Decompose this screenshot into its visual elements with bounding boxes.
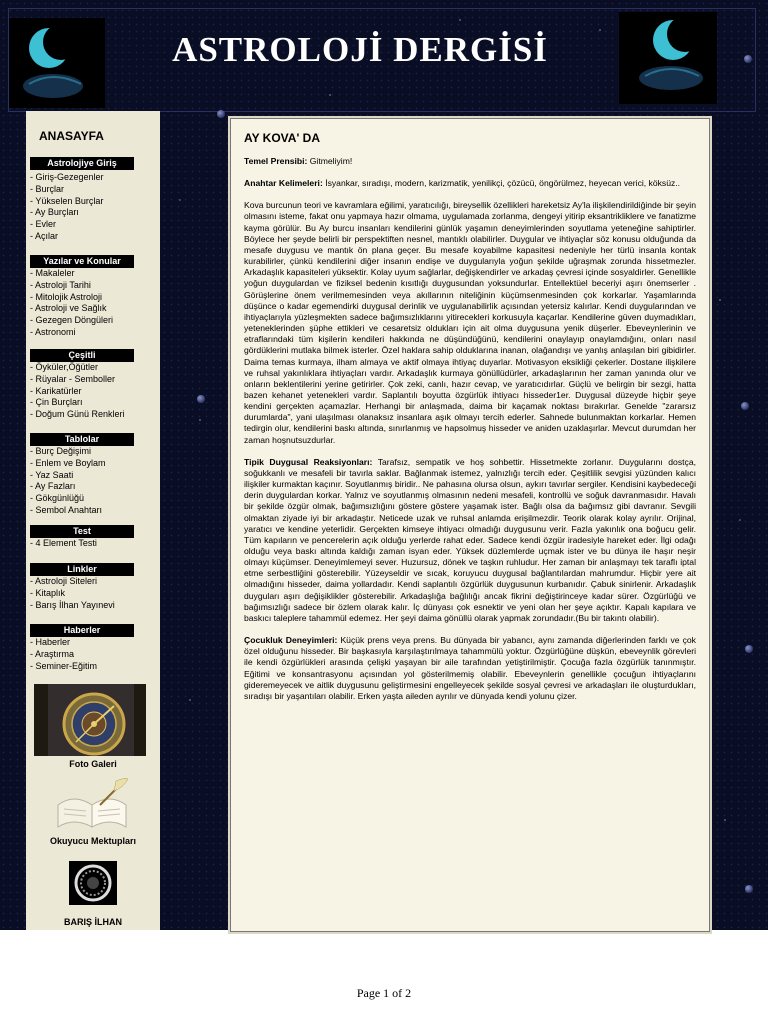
keywords-label: Anahtar Kelimeleri:: [244, 178, 323, 189]
author-caption[interactable]: BARIŞ İLHAN: [64, 917, 122, 927]
childhood-paragraph: [244, 635, 696, 702]
nav-list-misc: [30, 362, 125, 421]
article-title: AY KOVA' DA: [244, 131, 320, 145]
nav-link[interactable]: - Yükselen Burçlar: [30, 195, 104, 206]
nav-link[interactable]: - Doğum Günü Renkleri: [30, 409, 125, 420]
nav-link[interactable]: - Astroloji ve Sağlık: [30, 303, 107, 314]
nav-link[interactable]: - Enlem ve Boylam: [30, 457, 106, 468]
article-panel: [230, 118, 710, 932]
keywords-text: İsyankar, sıradışı, modern, karizmatik, yenilikçi, çözücü, öngörülmez, heyecan verici, köksüz..: [322, 178, 681, 189]
section-heading-news: Haberler: [30, 624, 134, 637]
nav-link[interactable]: - 4 Element Testi: [30, 538, 97, 548]
nav-link[interactable]: - Ay Fazları: [30, 481, 76, 492]
article-body: [244, 156, 696, 713]
photo-gallery-image[interactable]: [34, 684, 146, 756]
nav-link[interactable]: - Çin Burçları: [30, 397, 83, 408]
nav-link[interactable]: - Gökgünlüğü: [30, 493, 85, 504]
site-title: ASTROLOJİ DERGİSİ: [172, 30, 548, 69]
nav-link[interactable]: - Makaleler: [30, 268, 75, 278]
planet-decoration: [197, 395, 205, 403]
nav-link[interactable]: - Araştırma: [30, 648, 75, 659]
nav-list-astrology-intro: [30, 172, 104, 243]
childhood-text: Küçük prens veya prens. Bu dünyada bir yabancı, aynı zamanda diğerlerinden farklı ve çok özel olduğunu hisseder. Bir başkasıyla karşılaştırılmaya tahammülü yoktur. Özgürlüğüne düşkün, ebeveynlik görevleri ile kendi özgürlükleri arasında çelişki yaşayan bir aile tarafından yetiştirilmiştir. Çocuğa fazla özgürlük tanınmıştır. Eğitimi ve konsantrasyonu açısından yol gösterilmemiş olabilir. Ebeveynlerin genellikle çocuğun ihtiyaçlarını gideremeyecek ve aitlik duygusunu geliştirmesini engelleyecek şekilde sosyal çevresi ve arkadaşları ile oluşturdukları, sıradışı bir yaşantıları olabilir. Erken yaşta aileden ayrılır ve dünyada kendi yolunu çizer.: [244, 635, 696, 701]
section-heading-tables: Tablolar: [30, 433, 134, 446]
nav-link[interactable]: - Astroloji Siteleri: [30, 576, 98, 586]
nav-link[interactable]: - Sembol Anahtarı: [30, 504, 103, 515]
principle-label: Temel Prensibi:: [244, 156, 308, 166]
astronomical-clock-icon: [34, 684, 146, 756]
nav-list-articles: [30, 268, 113, 339]
reactions-text: Tarafsız, sempatik ve hoş sohbettir. Hissetmekte zorlanır. Duygularını dostça, soğukkanlı ve mesafeli bir tavırla saklar. Bağlanmak istemez, yalnızlığı tercih eder. Çeşitlilik sevgisi yüzünden kalıcı ilişkiler kurmaktan kaçınır. Soyutlanmış biridir.. Ne pahasına olursa olsun, aykırı tavırlar sergiler. Kendisini kaybedeceği derin duygulardan korkar. Yalnız ve soyutlanmış olmasının nedeni mesafeli, kontrollü ve soğuk davranmasıdır. Havalı bir şekilde özgür olmak, bağımsızlığını göstere göstere yaşamak ister. Bağlı olsa da bağımsız gibi davranır. Sevgili olmaktan ziyade iyi bir arkadaştır. Neticede uzak ve ruhsal anlamda erişilmezdir. Teorik olarak kolay ayrılır. Orijinal, yaratıcı ve kendine yeterlidir. Gerçekten kimseye ihtiyacı olmadığı duygusunu verir. Fazla yakınlık ona boğucu gelir. Tüm kapıların ve pencerelerin açık olduğu yerlerde rahat eder. Sadece kendi özgür iradesiyle hareket eder. İlgi odağı olduğu veya baskı altında kaldığı zaman isyan eder. Yüksek düzlemlerde uçmak ister ve bu dünya ile haşır neşir olmayı küçümser. Deneyimlemeyi sever. Huzursuz, dönek ve taşkın ruhludur. Her zaman bir anlaşmayı tek taraflı iptal etme serbestliğini gösterebilir. Yüzeyseldir ve sıcak, koruyucu duygusal bağlantılardan mahrumdur. Hiçbir yere ait olmadığını hisseder, daima yollardadır. Kendi saplantılı özgürlük duygusunun kurbanıdır. Çabuk sinirlenir. Arkadaşlık duyguları aşırı değişiklikler gösterebilir. Arkadaşlığa bağlılığı ancak fikrini değiştirinceye kadar sürer. Özgürlüğü ve bağımsızlığı sadece bir özlem olarak kalır. İç dünyası çok esnektir ve yeni olan her şeye açıktır. Kapalı kapılara ve baskıcı taleplere tahammül edemez. Her şeyi daima gönüllü olarak yapmak zorundadır.(Bu bir takıntı olabilir).: [244, 456, 696, 623]
home-link[interactable]: ANASAYFA: [39, 129, 104, 143]
planet-decoration: [744, 55, 752, 63]
planet-decoration: [741, 402, 749, 410]
nav-link[interactable]: - Gezegen Döngüleri: [30, 315, 114, 326]
section-heading-misc: Çeşitli: [30, 349, 134, 362]
nav-link[interactable]: - Burçlar: [30, 183, 65, 194]
section-heading-astrology-intro: Astrolojiye Giriş: [30, 157, 134, 170]
nav-link[interactable]: - Açılar: [30, 230, 59, 241]
nav-link[interactable]: - Haberler: [30, 637, 71, 647]
planet-decoration: [745, 885, 753, 893]
principle-text: Gitmeliyim!: [307, 156, 353, 166]
nav-link[interactable]: - Astroloji Tarihi: [30, 279, 91, 290]
zodiac-wheel-icon: [69, 861, 117, 905]
nav-link[interactable]: - Öyküler,Öğütler: [30, 362, 99, 372]
nav-link[interactable]: - Seminer-Eğitim: [30, 660, 98, 671]
nav-link[interactable]: - Mitolojik Astroloji: [30, 291, 103, 302]
section-heading-test: Test: [30, 525, 134, 538]
nav-list-news: [30, 637, 97, 672]
moon-logo-right: [619, 12, 717, 104]
nav-list-test: [30, 538, 97, 550]
author-image[interactable]: [69, 861, 117, 905]
keywords-paragraph: [244, 178, 696, 189]
nav-link[interactable]: - Kitaplık: [30, 587, 66, 598]
photo-gallery-caption[interactable]: Foto Galeri: [69, 759, 117, 769]
reader-letters-image[interactable]: [54, 775, 132, 831]
section-heading-links: Linkler: [30, 563, 134, 576]
crescent-moon-icon: [9, 18, 105, 108]
sidebar: [26, 111, 160, 930]
nav-link[interactable]: - Yaz Saati: [30, 469, 74, 480]
planet-decoration: [745, 645, 753, 653]
reactions-label: Tipik Duygusal Reaksiyonları:: [244, 456, 373, 467]
nav-link[interactable]: - Burç Değişimi: [30, 446, 92, 456]
reader-letters-caption[interactable]: Okuyucu Mektupları: [49, 836, 137, 846]
open-book-quill-icon: [54, 775, 132, 831]
reactions-paragraph: [244, 457, 696, 624]
nav-link[interactable]: - Barış İlhan Yayınevi: [30, 599, 115, 610]
nav-link[interactable]: - Evler: [30, 219, 57, 230]
nav-link[interactable]: - Astronomi: [30, 326, 76, 337]
nav-link[interactable]: - Rüyalar - Semboller: [30, 373, 116, 384]
nav-link[interactable]: - Karikatürler: [30, 385, 82, 396]
planet-decoration: [217, 110, 225, 118]
intro-paragraph: Kova burcunun teori ve kavramlara eğilimi, yaratıcılığı, bireysellik özellikleri hareketsiz Ay'la ilişkilendirildiğinde bir şeyin olmasını isteme, fakat onu yapmaya hazır olmama, uygulamada zorlanma, dengeyi yitirip eksantrikliklere ve fanatizme kayma görülür. Bu Ay burcu insanları kendilerini günlük yaşamın deneyimlerinden soyutlama yeteneğine sahiptirler. Böylece her şeyde belirli bir perspektiften nesnel, mantıklı olabilirler. Duygular ve ihtiyaçlar söz konusu olduğunda da mesafe duygusu ve mantık ön plana geçer. Bu mesafe koyabilme kapasitesi nedeniyle her türlü insanla kontak kurabilirler, çünkü kendilerini diğer insanın endişe ve duygularıyla yoğun şekilde uğraşmak zorunda hissetmezler. Arkadaşlık kapasiteleri yüksektir. Kolay uyum sağlarlar, değişkendirler ve arkadaş çevresi içinde sosyaldirler. Genellikle yoğun duygulardan ve fiziksel bedenin kısıtlığı duygusundan yoksundurlar. Entellektüel beceriyi aşırı önemserler . Görüşlerine önem verilmemesinden veya akıllarının niteliğinin küçümsenmesinden çok korkarlar. Yaşamlarında düşünce o kadar egemendirki duygusal derinlik ve uygulanabilirlik açısından yetersiz kalırlar. Kendi duygularından ve ihtiyaçlarıyla yüzleşmekten sadece bağımsızlıklarını yitirecekleri korkusuyla kaçarlar. Kendilerine güven duymadıkları, yeteneklerinden şüphe ettikleri ve cesaretsiz oldukları için ait olma duygusuna yenik düşerler. Ebeveynlerinin ve etraflarındaki tüm kişilerin kendileri hakkında ne düşündüğünü, kendilerini onaylayıp onaylamdığını, onları nasıl gördüklerini mutlaka bilmek isterler. Özel haklara sahip olduklarına inanan, olağandışı ve yanlış anlaşılan biri gibidirler. Daima temas kurmaya, ilham almaya ve aktif olmaya ihtiyaç duyarlar. Motivasyon eksikliği çekerler. Dostane ilişkilere ve ruhsal yakınlıklara ihtiyaçları vardır. Arkadaşlık kurmaya gönüllüdürler, arkadaşlarının her zaman yanında olur ve onların beklentilerini yerine getirirler. Çok zeki, canlı, hazır cevap, ve yaratıcıdırlar. Güçlü ve belirgin bir sezgi, hatta bazen kehanet yetenekleri vardır. Saplantılı boyutta özgürlük ihtiyacı hisseder1er. Duygusal düzeyde hiçbir şeye kendini gerçekten açamazlar. Herhangi bir anlaşmada, daima bir kaçamak noktası bırakırlar. Genelde "zararsız durumlarda", yani ulaşılması olanaksız insanlara aşık olmayı tercih ederler. Sahnede bulunmaktan korkarlar. Hemen tedirgin olur, kendilerini baskı altında, sınırlanmış ve hapsolmuş hisseder ve aniden uzaklaşırlar. Mevcut durumdan her zaman hoşnutsuzdurlar.: [244, 200, 696, 445]
nav-list-links: [30, 576, 115, 611]
section-heading-articles: Yazılar ve Konular: [30, 255, 134, 268]
principle-paragraph: [244, 156, 696, 167]
nav-link[interactable]: - Ay Burçları: [30, 207, 79, 218]
childhood-label: Çocukluk Deneyimleri:: [244, 635, 338, 646]
nav-list-tables: [30, 446, 106, 517]
moon-logo-left: [9, 18, 105, 108]
crescent-moon-icon: [619, 12, 717, 104]
page-footer: Page 1 of 2: [356, 986, 412, 1000]
nav-link[interactable]: - Giriş-Gezegenler: [30, 172, 104, 182]
